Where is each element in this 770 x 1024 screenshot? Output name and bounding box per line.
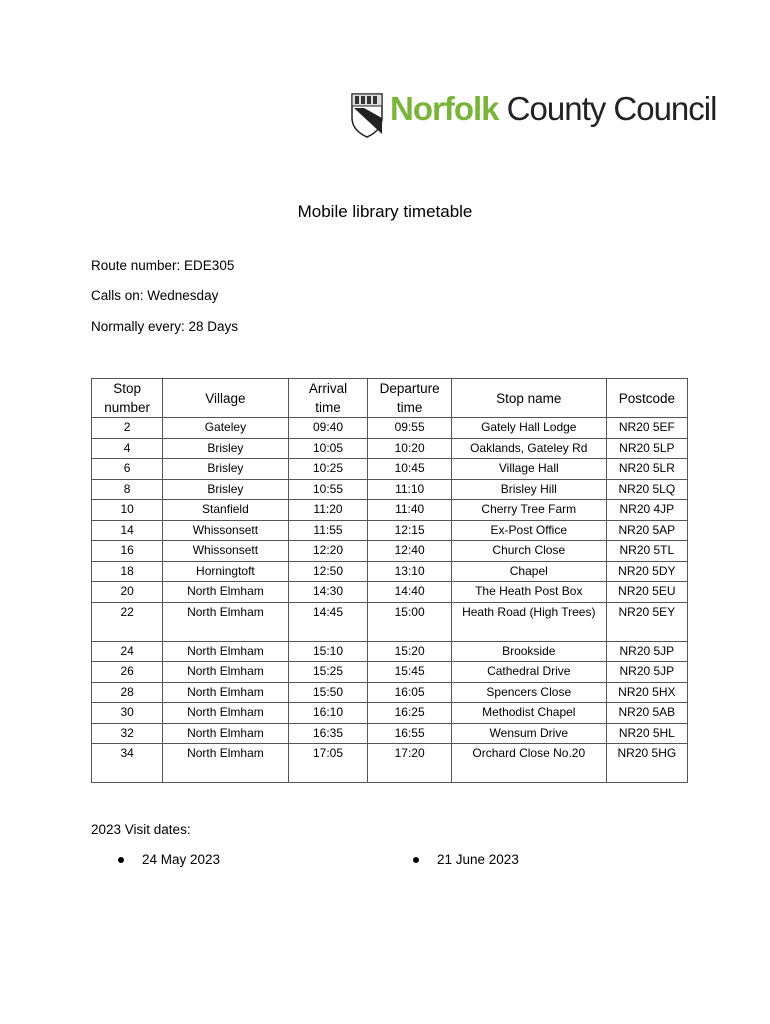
cell-arrival: 17:05 [288,744,368,783]
cell-stop-name: Wensum Drive [451,723,606,744]
cell-departure: 16:05 [368,682,451,703]
cell-postcode: NR20 5JP [606,641,687,662]
table-row [92,723,688,744]
table-row [92,641,688,662]
cell-postcode: NR20 5LP [606,438,687,459]
cell-departure: 17:20 [368,744,451,783]
cell-stop: 30 [92,703,163,724]
header-stop-number: Stop number [92,379,163,418]
cell-stop: 26 [92,662,163,683]
frequency: Normally every: 28 Days [91,319,239,334]
cell-stop: 6 [92,459,163,480]
cell-village: North Elmham [163,602,288,641]
cell-village: North Elmham [163,682,288,703]
cell-village: Brisley [163,479,288,500]
cell-postcode: NR20 4JP [606,500,687,521]
cell-departure: 15:45 [368,662,451,683]
route-number: Route number: EDE305 [91,258,235,273]
cell-postcode: NR20 5HX [606,682,687,703]
cell-village: Stanfield [163,500,288,521]
table-row [92,682,688,703]
table-row [92,744,688,783]
cell-arrival: 16:10 [288,703,368,724]
cell-arrival: 11:20 [288,500,368,521]
cell-stop-name: Oaklands, Gateley Rd [451,438,606,459]
cell-postcode: NR20 5EF [606,418,687,439]
calls-on: Calls on: Wednesday [91,288,219,303]
cell-stop: 8 [92,479,163,500]
cell-postcode: NR20 5AB [606,703,687,724]
cell-departure: 16:55 [368,723,451,744]
table-row [92,479,688,500]
cell-stop: 4 [92,438,163,459]
cell-stop: 32 [92,723,163,744]
cell-stop: 10 [92,500,163,521]
cell-village: North Elmham [163,582,288,603]
cell-postcode: NR20 5LQ [606,479,687,500]
cell-stop-name: Church Close [451,541,606,562]
cell-departure: 09:55 [368,418,451,439]
visit-date-text: 24 May 2023 [142,852,221,867]
cell-stop-name: Brisley Hill [451,479,606,500]
cell-departure: 15:20 [368,641,451,662]
header-postcode: Postcode [606,379,687,418]
cell-postcode: NR20 5HG [606,744,687,783]
visit-dates-title: 2023 Visit dates: [91,822,191,837]
cell-stop: 24 [92,641,163,662]
table-header-row [92,379,688,418]
cell-village: North Elmham [163,641,288,662]
cell-stop-name: Chapel [451,561,606,582]
cell-stop: 20 [92,582,163,603]
cell-stop-name: Cathedral Drive [451,662,606,683]
cell-postcode: NR20 5TL [606,541,687,562]
cell-village: North Elmham [163,703,288,724]
cell-village: Whissonsett [163,520,288,541]
cell-stop-name: Methodist Chapel [451,703,606,724]
cell-departure: 10:20 [368,438,451,459]
cell-arrival: 12:20 [288,541,368,562]
cell-stop-name: Orchard Close No.20 [451,744,606,783]
cell-departure: 12:15 [368,520,451,541]
cell-village: North Elmham [163,723,288,744]
cell-stop-name: The Heath Post Box [451,582,606,603]
table-row [92,703,688,724]
logo-secondary-text: County Council [506,90,717,127]
cell-village: Gateley [163,418,288,439]
cell-departure: 15:00 [368,602,451,641]
table-row [92,438,688,459]
cell-village: Brisley [163,459,288,480]
cell-village: Brisley [163,438,288,459]
cell-arrival: 11:55 [288,520,368,541]
cell-arrival: 16:35 [288,723,368,744]
cell-stop-name: Gately Hall Lodge [451,418,606,439]
table-row [92,459,688,480]
cell-stop-name: Cherry Tree Farm [451,500,606,521]
table-row [92,541,688,562]
table-row [92,418,688,439]
cell-stop: 16 [92,541,163,562]
cell-stop-name: Spencers Close [451,682,606,703]
table-row [92,602,688,641]
cell-stop-name: Brookside [451,641,606,662]
visit-date-item [413,852,519,867]
cell-stop: 28 [92,682,163,703]
header-stop-name: Stop name [451,379,606,418]
visit-date-text: 21 June 2023 [437,852,519,867]
cell-departure: 16:25 [368,703,451,724]
header-departure: Departure time [368,379,451,418]
bullet-icon [118,857,124,863]
table-row [92,500,688,521]
cell-departure: 12:40 [368,541,451,562]
cell-departure: 11:40 [368,500,451,521]
cell-postcode: NR20 5EY [606,602,687,641]
cell-stop-name: Heath Road (High Trees) [451,602,606,641]
cell-postcode: NR20 5JP [606,662,687,683]
cell-stop-name: Ex-Post Office [451,520,606,541]
cell-postcode: NR20 5HL [606,723,687,744]
cell-arrival: 15:50 [288,682,368,703]
bullet-icon [413,857,419,863]
cell-postcode: NR20 5AP [606,520,687,541]
cell-postcode: NR20 5DY [606,561,687,582]
cell-village: North Elmham [163,662,288,683]
cell-stop-name: Village Hall [451,459,606,480]
cell-arrival: 10:25 [288,459,368,480]
council-logo [350,92,716,140]
norfolk-crest-icon [350,92,384,138]
table-row [92,662,688,683]
cell-stop: 14 [92,520,163,541]
cell-arrival: 10:05 [288,438,368,459]
cell-arrival: 10:55 [288,479,368,500]
table-row [92,520,688,541]
header-village: Village [163,379,288,418]
cell-stop: 34 [92,744,163,783]
cell-arrival: 14:45 [288,602,368,641]
cell-stop: 22 [92,602,163,641]
cell-departure: 14:40 [368,582,451,603]
cell-village: North Elmham [163,744,288,783]
header-arrival: Arrival time [288,379,368,418]
cell-village: Horningtoft [163,561,288,582]
document-title: Mobile library timetable [297,202,473,221]
table-row [92,582,688,603]
cell-departure: 11:10 [368,479,451,500]
cell-arrival: 14:30 [288,582,368,603]
cell-arrival: 12:50 [288,561,368,582]
table-row [92,561,688,582]
cell-stop: 18 [92,561,163,582]
cell-stop: 2 [92,418,163,439]
cell-arrival: 09:40 [288,418,368,439]
logo-primary-text: Norfolk [390,90,499,127]
cell-departure: 10:45 [368,459,451,480]
cell-arrival: 15:10 [288,641,368,662]
visit-date-item [118,852,220,867]
cell-departure: 13:10 [368,561,451,582]
cell-postcode: NR20 5EU [606,582,687,603]
timetable-table [91,378,688,783]
cell-postcode: NR20 5LR [606,459,687,480]
cell-arrival: 15:25 [288,662,368,683]
cell-village: Whissonsett [163,541,288,562]
